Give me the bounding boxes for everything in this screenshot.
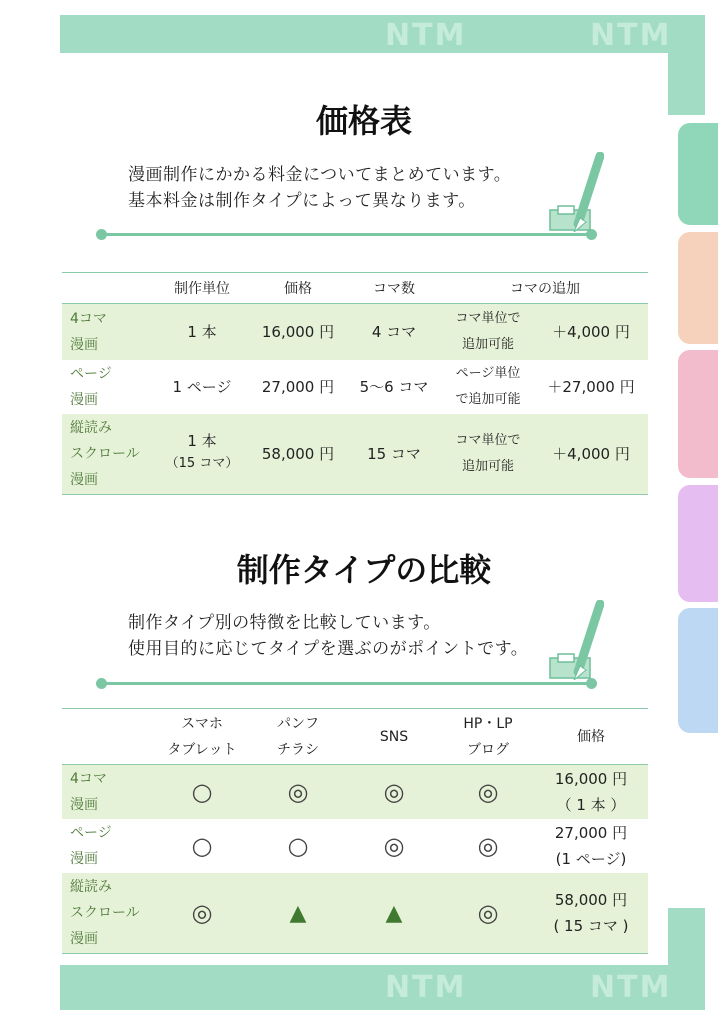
header-cell — [62, 273, 154, 304]
comparison-table — [62, 708, 648, 954]
unit-cell: 1 ページ — [172, 378, 232, 396]
rating-mark: ○ — [154, 765, 250, 820]
header-cell: コマ数 — [346, 273, 442, 304]
rating-mark: ◎ — [442, 765, 534, 820]
index-tab-blue[interactable] — [678, 608, 718, 733]
rating-mark: ◎ — [383, 832, 405, 860]
price-cell: 16,000 円 （ 1 本 ） — [534, 765, 648, 820]
add-note-cell: コマ単位で 追加可能 — [442, 414, 534, 495]
table-row — [62, 414, 648, 495]
right-bottom-border-band — [668, 908, 705, 1010]
pen-icon — [544, 600, 604, 680]
description-line: 基本料金は制作タイプによって異なります。 — [128, 191, 476, 211]
header-cell: 価格 — [250, 273, 346, 304]
table-row — [62, 360, 648, 414]
index-tab-purple[interactable] — [678, 485, 718, 602]
table-row — [62, 765, 648, 820]
description-line: 漫画制作にかかる料金についてまとめています。 — [128, 165, 512, 185]
price-cell: 16,000 円 — [250, 304, 346, 360]
table-header-row — [62, 709, 648, 765]
frames-cell: 4 コマ — [346, 304, 442, 360]
rating-mark: ◎ — [477, 832, 499, 860]
frames-cell: 15 コマ — [346, 414, 442, 495]
index-tab-green[interactable] — [678, 123, 718, 225]
header-cell: SNS — [346, 709, 442, 765]
description-line: 使用目的に応じてタイプを選ぶのがポイントです。 — [128, 639, 529, 659]
price-table-description — [128, 162, 511, 214]
rating-mark: ○ — [287, 832, 309, 860]
row-label: ページ 漫画 — [70, 365, 112, 408]
price-cell: 27,000 円 (1 ページ) — [554, 824, 628, 868]
comparison-title: 制作タイプの比較 — [236, 551, 492, 589]
unit-cell: 1 本 （15 コマ） — [154, 414, 250, 495]
row-label: 4コマ 漫画 — [62, 765, 154, 820]
price-cell: 58,000 円 ( 15 コマ ) — [534, 873, 648, 954]
price-table-title: 価格表 — [315, 102, 412, 140]
row-label: 縦読み スクロール 漫画 — [62, 873, 154, 954]
price-table — [62, 272, 648, 495]
right-border-band — [668, 15, 705, 115]
add-price-cell: ＋4,000 円 — [534, 414, 648, 495]
rating-mark: ◎ — [154, 873, 250, 954]
row-label: 縦読み スクロール 漫画 — [62, 414, 154, 495]
price-cell: 58,000 円 — [250, 414, 346, 495]
header-cell — [62, 709, 154, 765]
frames-cell: 5〜6 コマ — [359, 378, 429, 396]
unit-cell: 1 本 — [154, 304, 250, 360]
table-row — [62, 304, 648, 360]
rating-mark: ◎ — [442, 873, 534, 954]
table-row — [62, 873, 648, 954]
watermark-logo: NTM — [385, 18, 467, 53]
table-header-row — [62, 273, 648, 304]
header-cell: コマの追加 — [442, 273, 648, 304]
header-cell: スマホ タブレット — [154, 709, 250, 765]
price-cell: 27,000 円 — [261, 378, 335, 396]
watermark-logo: NTM — [385, 970, 467, 1005]
rating-mark: ▲ — [250, 873, 346, 954]
divider-line — [102, 233, 592, 236]
add-price-cell: ＋27,000 円 — [547, 378, 635, 396]
header-cell: パンフ チラシ — [250, 709, 346, 765]
comparison-description — [128, 610, 528, 662]
rating-mark: ◎ — [250, 765, 346, 820]
rating-mark: ◎ — [346, 765, 442, 820]
header-cell: 制作単位 — [154, 273, 250, 304]
description-line: 制作タイプ別の特徴を比較しています。 — [128, 613, 441, 633]
table-row — [62, 819, 648, 873]
index-tab-pink[interactable] — [678, 350, 718, 478]
rating-mark: ○ — [191, 832, 213, 860]
add-note-cell: コマ単位で 追加可能 — [442, 304, 534, 360]
index-tab-orange[interactable] — [678, 232, 718, 344]
header-cell: 価格 — [534, 709, 648, 765]
add-note-cell: ページ単位 で追加可能 — [455, 365, 521, 407]
rating-mark: ▲ — [346, 873, 442, 954]
divider-line — [102, 682, 592, 685]
row-label: ページ 漫画 — [70, 825, 112, 867]
watermark-logo: NTM — [590, 18, 672, 53]
watermark-logo: NTM — [590, 970, 672, 1005]
pen-icon — [544, 152, 604, 232]
header-cell: HP・LP ブログ — [442, 709, 534, 765]
add-price-cell: ＋4,000 円 — [534, 304, 648, 360]
row-label: 4コマ 漫画 — [62, 304, 154, 360]
